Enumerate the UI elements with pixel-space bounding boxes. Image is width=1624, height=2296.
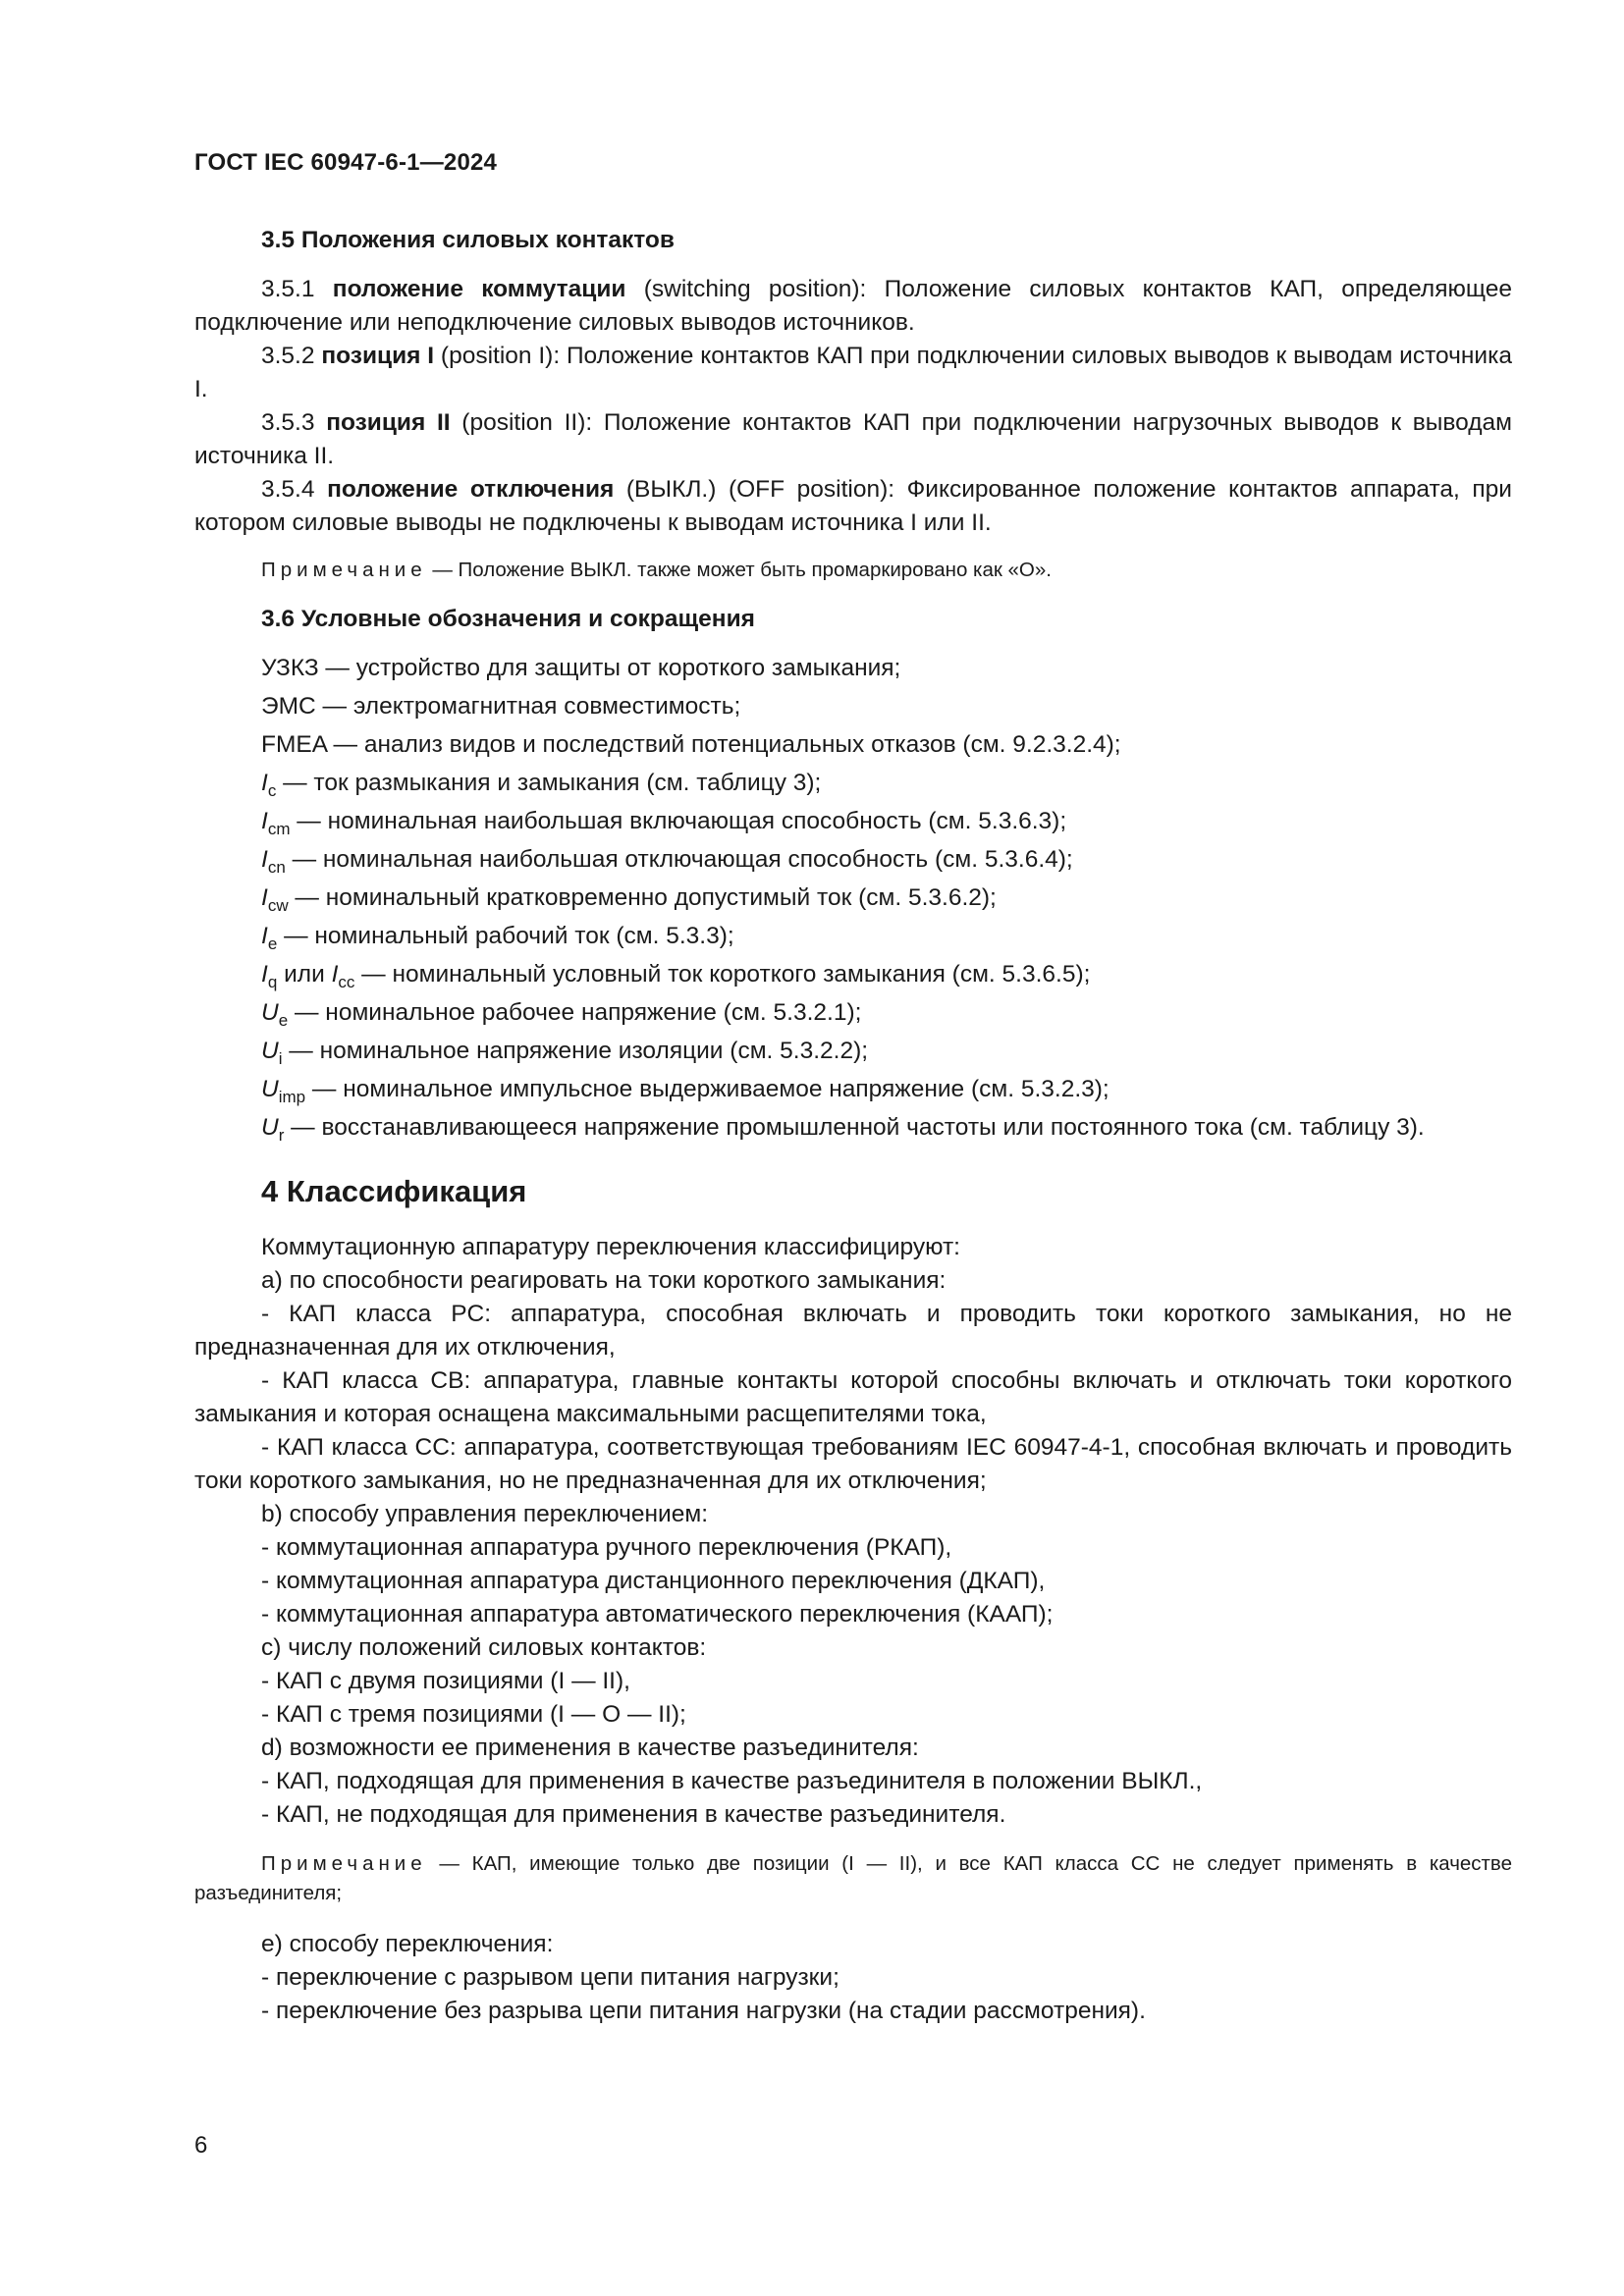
class-item-a: a) по способности реагировать на токи короткого замыкания: bbox=[261, 1267, 947, 1294]
class-item-b: b) способу управления переключением: bbox=[261, 1501, 709, 1527]
class-item-d: d) возможности ее применения в качестве разъединителя: bbox=[261, 1735, 919, 1761]
symbol-uzkz: УЗКЗ — устройство для защиты от короткого замыкания; bbox=[261, 655, 901, 681]
page-number: 6 bbox=[194, 2132, 208, 2159]
classification-intro: Коммутационную аппаратуру переключения классифицируют: bbox=[261, 1234, 960, 1260]
classification-list bbox=[194, 1231, 1512, 2028]
term-3-5-3: 3.5.3 позиция II (position II): Положение контактов КАП при подключении нагрузочных выводов к выводам источника II. bbox=[194, 409, 1512, 469]
class-item-c: c) числу положений силовых контактов: bbox=[261, 1634, 707, 1661]
symbol-icw: $I_{cw}$ — номинальный кратковременно допустимый ток (см. 5.3.6.2); bbox=[261, 884, 997, 915]
symbol-iq-icc: $I_q$ или $I_{cc}$ — номинальный условный ток короткого замыкания (см. 5.3.6.5); bbox=[261, 961, 1091, 991]
page-content bbox=[194, 224, 1512, 2028]
symbol-icn: $I_{cn}$ — номинальная наибольшая отключающая способность (см. 5.3.6.4); bbox=[261, 846, 1073, 877]
symbol-fmea: FMEA — анализ видов и последствий потенциальных отказов (см. 9.2.3.2.4); bbox=[261, 731, 1121, 758]
symbol-icm: $I_{cm}$ — номинальная наибольшая включающая способность (см. 5.3.6.3); bbox=[261, 808, 1067, 838]
symbol-ems: ЭМС — электромагнитная совместимость; bbox=[261, 693, 741, 720]
class-b-2: - коммутационная аппаратура дистанционного переключения (ДКАП), bbox=[261, 1568, 1046, 1594]
class-d-1: - КАП, подходящая для применения в качестве разъединителя в положении ВЫКЛ., bbox=[261, 1768, 1203, 1794]
standard-header: ГОСТ IEC 60947-6-1—2024 bbox=[194, 149, 498, 176]
note-4: Примечание — КАП, имеющие только две позиции (I — II), и все КАП класса CC не следует применять в качестве разъединителя; bbox=[194, 1852, 1512, 1904]
symbol-ue: $U_e$ — номинальное рабочее напряжение (см. 5.3.2.1); bbox=[261, 999, 862, 1030]
symbol-ie: $I_e$ — номинальный рабочий ток (см. 5.3.3); bbox=[261, 923, 734, 953]
section-3-5-heading: 3.5 Положения силовых контактов bbox=[261, 227, 675, 253]
class-c-1: - КАП с двумя позициями (I — II), bbox=[261, 1668, 630, 1694]
class-d-2: - КАП, не подходящая для применения в качестве разъединителя. bbox=[261, 1801, 1006, 1828]
class-e-2: - переключение без разрыва цепи питания нагрузки (на стадии рассмотрения). bbox=[261, 1998, 1146, 2024]
term-3-5-4: 3.5.4 положение отключения (ВЫКЛ.) (OFF position): Фиксированное положение контактов аппарата, при котором силовые выводы не подключены к выводам источника I или II. bbox=[194, 476, 1512, 536]
symbol-ur: $U_r$ — восстанавливающееся напряжение промышленной частоты или постоянного тока (см. таблицу 3). bbox=[261, 1114, 1425, 1145]
note-3-5: Примечание — Положение ВЫКЛ. также может быть промаркировано как «О». bbox=[261, 559, 1052, 581]
symbols-list bbox=[194, 652, 1512, 1145]
class-e-1: - переключение с разрывом цепи питания нагрузки; bbox=[261, 1964, 839, 1991]
symbol-ic: $I_c$ — ток размыкания и замыкания (см. таблицу 3); bbox=[261, 770, 822, 800]
symbol-ui: $U_i$ — номинальное напряжение изоляции (см. 5.3.2.2); bbox=[261, 1038, 869, 1068]
class-b-3: - коммутационная аппаратура автоматического переключения (КААП); bbox=[261, 1601, 1054, 1628]
class-a-pc: - КАП класса PC: аппаратура, способная включать и проводить токи короткого замыкания, но не предназначенная для их отключения, bbox=[194, 1301, 1512, 1361]
class-a-cc: - КАП класса CC: аппаратура, соответствующая требованиям IEC 60947-4-1, способная включать и проводить токи короткого замыкания, но не предназначенная для их отключения; bbox=[194, 1434, 1512, 1494]
symbol-uimp: $U_{imp}$ — номинальное импульсное выдерживаемое напряжение (см. 5.3.2.3); bbox=[261, 1076, 1110, 1106]
class-item-e: e) способу переключения: bbox=[261, 1931, 554, 1957]
class-b-1: - коммутационная аппаратура ручного переключения (РКАП), bbox=[261, 1534, 952, 1561]
term-3-5-1: 3.5.1 положение коммутации (switching position): Положение силовых контактов КАП, определяющее подключение или неподключение силовых выводов источников. bbox=[194, 276, 1512, 336]
section-4-heading: 4 Классификация bbox=[261, 1174, 527, 1208]
section-3-6-heading: 3.6 Условные обозначения и сокращения bbox=[261, 606, 755, 632]
term-3-5-2: 3.5.2 позиция I (position I): Положение контактов КАП при подключении силовых выводов к выводам источника I. bbox=[194, 343, 1512, 402]
class-c-2: - КАП с тремя позициями (I — O — II); bbox=[261, 1701, 686, 1728]
class-a-cb: - КАП класса CB: аппаратура, главные контакты которой способны включать и отключать токи короткого замыкания и которая оснащена максимальными расщепителями тока, bbox=[194, 1367, 1512, 1427]
